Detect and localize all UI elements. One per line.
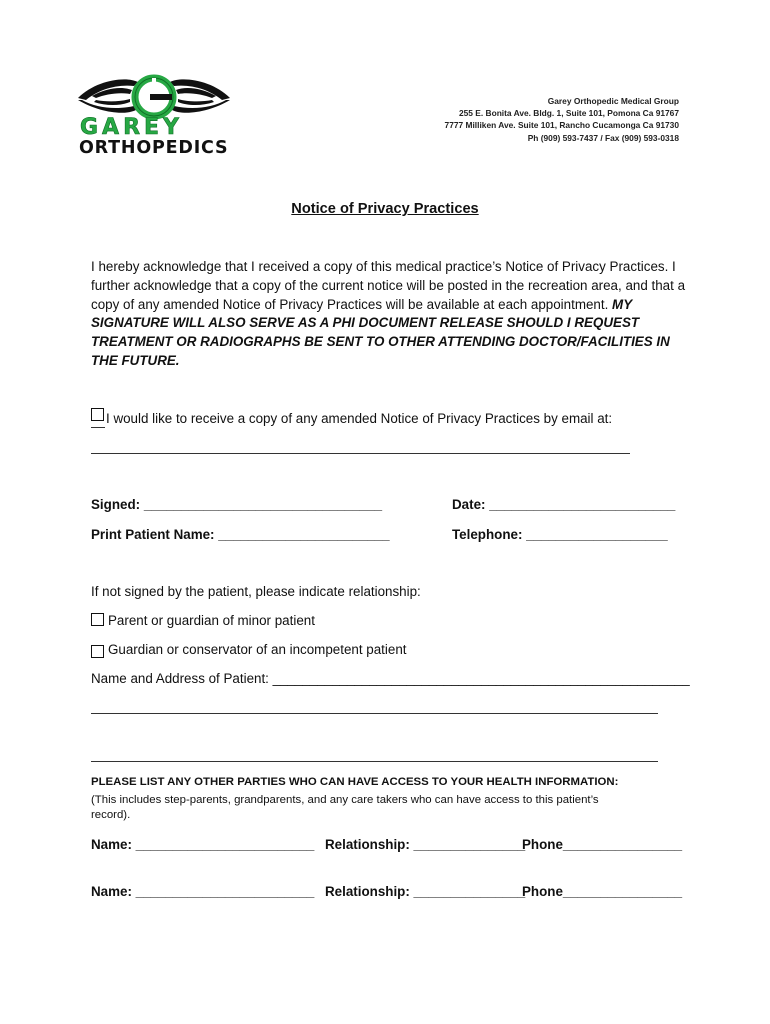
address-line-1: 255 E. Bonita Ave. Bldg. 1, Suite 101, Pomona Ca 91767 bbox=[458, 108, 679, 119]
acknowledgement-text: I hereby acknowledge that I received a copy of this medical practice’s Notice of Privacy Practices. I further acknowledge that a copy of the current notice will be posted in the recreation area, and that a copy of any amended Notice of Privacy Practices will be available at each appointment. bbox=[91, 259, 686, 312]
other-parties-note-line-1: (This includes step-parents, grandparents, and any care takers who can have access to this patient’s bbox=[91, 794, 599, 806]
print-patient-name-field[interactable]: Print Patient Name: _______________________ bbox=[91, 527, 390, 542]
party-2-relationship-field[interactable]: Relationship: _______________ bbox=[325, 884, 526, 899]
other-parties-heading: PLEASE LIST ANY OTHER PARTIES WHO CAN HAVE ACCESS TO YOUR HEALTH INFORMATION: bbox=[91, 776, 619, 788]
phone-fax: Ph (909) 593-7437 / Fax (909) 593-0318 bbox=[527, 132, 679, 143]
guardian-conservator-label: Guardian or conservator of an incompetent patient bbox=[108, 642, 407, 657]
patient-address-line-2[interactable] bbox=[91, 713, 658, 714]
relationship-prompt: If not signed by the patient, please indicate relationship: bbox=[91, 584, 421, 599]
practice-address-block bbox=[445, 95, 679, 144]
patient-address-line-3[interactable] bbox=[91, 761, 658, 762]
name-address-of-patient-field[interactable]: Name and Address of Patient: ________________________________________________________ bbox=[91, 671, 690, 686]
guardian-conservator-checkbox[interactable] bbox=[91, 645, 104, 658]
party-1-phone-field[interactable]: Phone________________ bbox=[522, 837, 683, 852]
party-2-name-field[interactable]: Name: ________________________ bbox=[91, 884, 315, 899]
signed-field[interactable]: Signed: ________________________________ bbox=[91, 497, 383, 512]
party-1-name-field[interactable]: Name: ________________________ bbox=[91, 837, 315, 852]
checkbox-underline bbox=[91, 427, 105, 428]
date-field[interactable]: Date: _________________________ bbox=[452, 497, 676, 512]
telephone-field[interactable]: Telephone: ___________________ bbox=[452, 527, 668, 542]
parent-guardian-checkbox[interactable] bbox=[91, 613, 104, 626]
other-parties-note-line-2: record). bbox=[91, 809, 131, 821]
party-2-phone-field[interactable]: Phone________________ bbox=[522, 884, 683, 899]
document-title: Notice of Privacy Practices bbox=[291, 201, 479, 217]
party-1-relationship-field[interactable]: Relationship: _______________ bbox=[325, 837, 526, 852]
logo-text-garey: GAREY bbox=[80, 115, 183, 140]
parent-guardian-label: Parent or guardian of minor patient bbox=[108, 613, 315, 628]
email-copy-checkbox[interactable] bbox=[91, 408, 104, 421]
phi-release-statement: MY SIGNATURE WILL ALSO SERVE AS A PHI DOCUMENT RELEASE SHOULD I REQUEST TREATMENT OR RADIOGRAPHS BE SENT TO OTHER ATTENDING DOCTOR/FACILITIES IN THE FUTURE. bbox=[91, 296, 670, 368]
address-line-2: 7777 Milliken Ave. Suite 101, Rancho Cucamonga Ca 91730 bbox=[444, 120, 679, 131]
acknowledgement-paragraph bbox=[91, 258, 691, 371]
email-address-line[interactable] bbox=[91, 453, 630, 454]
logo-text-orthopedics: ORTHOPEDICS bbox=[79, 138, 229, 158]
org-name: Garey Orthopedic Medical Group bbox=[547, 96, 679, 106]
email-copy-label: I would like to receive a copy of any amended Notice of Privacy Practices by email at: bbox=[106, 411, 613, 426]
